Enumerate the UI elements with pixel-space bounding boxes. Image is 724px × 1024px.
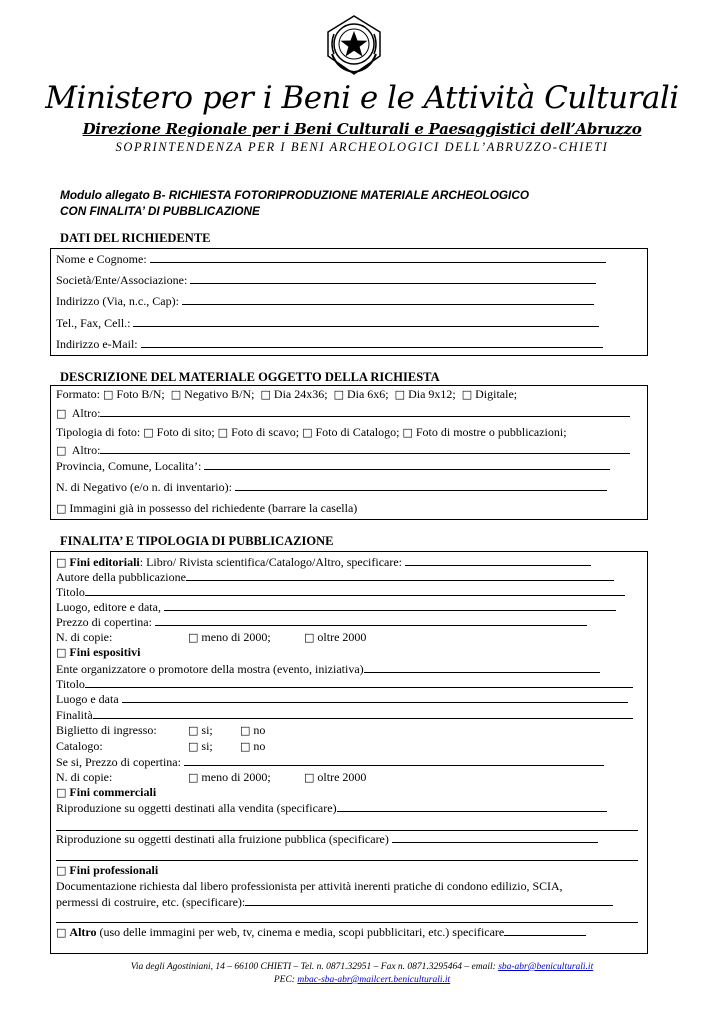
editorial-less-label: meno di 2000; <box>201 630 271 644</box>
company-field[interactable] <box>56 273 596 287</box>
module-line2: CON FINALITA’ DI PUBBLICAZIONE <box>60 204 260 218</box>
location-label: Provincia, Comune, Localita’: <box>56 459 202 473</box>
owned-checkbox[interactable]: □ <box>56 502 67 515</box>
module-title <box>60 187 529 219</box>
repro-sale-field[interactable] <box>56 801 607 815</box>
catalog-no-label: no <box>253 739 266 753</box>
price-label: Prezzo di copertina: <box>56 615 152 629</box>
ministry-title: Ministero per i Beni e le Attività Culturali <box>45 80 679 116</box>
format-other-label: Altro: <box>71 406 101 420</box>
other-purpose-row[interactable] <box>56 925 586 940</box>
exhibit-row[interactable] <box>56 645 140 660</box>
organizer-label: Ente organizzatore o promotore della mostra (evento, iniziativa) <box>56 662 364 676</box>
organizer-field[interactable] <box>56 662 600 676</box>
negative-field[interactable] <box>56 480 607 494</box>
exhibit-more-label: oltre 2000 <box>317 770 367 784</box>
material-section-title: DESCRIZIONE DEL MATERIALE OGGETTO DELLA RICHIESTA <box>60 370 440 384</box>
footer-pec <box>0 975 724 985</box>
other-purpose-checkbox[interactable]: □ <box>56 926 67 939</box>
editorial-title-label: Titolo <box>56 585 85 599</box>
format-negative-checkbox[interactable]: □ <box>170 388 182 401</box>
editorial-text: : Libro/ Rivista scientifica/Catalogo/Altro, specificare: <box>139 555 403 569</box>
email-label: Indirizzo e-Mail: <box>56 337 138 351</box>
footer-pec-link[interactable]: mbac-sba-abr@mailcert.beniculturali.it <box>297 975 451 985</box>
repro-public-field[interactable] <box>56 832 598 846</box>
catalog-yes-checkbox[interactable]: □ <box>188 740 199 753</box>
repro-sale-label: Riproduzione su oggetti destinati alla vendita (specificare) <box>56 801 337 815</box>
format-label: Formato: <box>56 387 100 401</box>
type-catalog-label: Foto di Catalogo; <box>315 425 400 439</box>
footer-contacts: Via degli Agostiniani, 14 – 66100 CHIETI – Tel. n. 0871.32951 – Fax n. 0871.3295464 – email: <box>130 962 499 972</box>
catalog-yes-label: si; <box>201 739 213 753</box>
exhibit-title-label: Titolo <box>56 677 85 691</box>
location-field[interactable] <box>56 459 610 473</box>
republic-emblem-icon <box>324 14 384 76</box>
commercial-checkbox[interactable]: □ <box>56 786 67 799</box>
company-label: Società/Ente/Associazione: <box>56 273 188 287</box>
exhibit-checkbox[interactable]: □ <box>56 646 67 659</box>
professional-text: Documentazione richiesta dal libero professionista per attività inerenti pratiche di condono edilizio, SCIA, <box>56 879 563 893</box>
footer-email-link[interactable]: sba-abr@beniculturali.it <box>498 962 594 972</box>
name-field[interactable] <box>56 252 606 266</box>
catalog-no-option[interactable] <box>240 739 265 754</box>
commercial-label: Fini commerciali <box>69 785 157 799</box>
editorial-more-option[interactable] <box>304 630 366 645</box>
professional-line[interactable] <box>56 922 638 923</box>
format-bn-label: Foto B/N; <box>116 387 165 401</box>
type-catalog-checkbox[interactable]: □ <box>302 426 313 439</box>
catalog-row <box>56 739 103 753</box>
professional-checkbox[interactable]: □ <box>56 864 67 877</box>
finality-label: Finalità <box>56 708 93 722</box>
author-label: Autore della pubblicazione <box>56 570 186 584</box>
place-date-field[interactable] <box>56 692 628 706</box>
editorial-more-checkbox[interactable]: □ <box>304 631 315 644</box>
format-digital-checkbox[interactable]: □ <box>461 388 473 401</box>
format-bn-checkbox[interactable]: □ <box>103 388 114 401</box>
footer-pec-label: PEC: <box>273 975 298 985</box>
editorial-row[interactable] <box>56 555 591 570</box>
format-dia6-label: Dia 6x6; <box>346 387 389 401</box>
name-label: Nome e Cognome: <box>56 252 147 266</box>
format-digital-label: Digitale; <box>475 387 518 401</box>
type-site-label: Foto di sito; <box>156 425 215 439</box>
regional-direction: Direzione Regionale per i Beni Culturali e Paesaggistici dell’Abruzzo <box>82 120 642 138</box>
publisher-field[interactable] <box>56 600 616 614</box>
publisher-label: Luogo, editore e data, <box>56 600 161 614</box>
type-excavation-label: Foto di scavo; <box>231 425 300 439</box>
phone-label: Tel., Fax, Cell.: <box>56 316 131 330</box>
address-label: Indirizzo (Via, n.c., Cap): <box>56 294 179 308</box>
type-excavation-checkbox[interactable]: □ <box>217 426 229 439</box>
address-field[interactable] <box>56 294 594 308</box>
purpose-section-title: FINALITA’ E TIPOLOGIA DI PUBBLICAZIONE <box>60 534 334 548</box>
footer-address <box>0 962 724 972</box>
catalog-yes-option[interactable] <box>188 739 213 754</box>
other-purpose-text: (uso delle immagini per web, tv, cinema e media, scopi pubblicitari, etc.) specificare <box>96 925 505 939</box>
other-purpose-label: Altro <box>69 925 97 939</box>
repro-public-line[interactable] <box>56 860 638 861</box>
editorial-title-field[interactable] <box>56 585 625 599</box>
editorial-less-checkbox[interactable]: □ <box>188 631 199 644</box>
module-prefix: Modulo allegato B- <box>60 188 166 202</box>
professional-row[interactable] <box>56 863 158 878</box>
professional-text2: permessi di costruire, etc. (specificare): <box>56 895 246 909</box>
exhibit-label: Fini espositivi <box>69 645 141 659</box>
catalog-label: Catalogo: <box>56 739 103 753</box>
catalog-price-label: Se si, Prezzo di copertina: <box>56 755 181 769</box>
format-other-checkbox[interactable]: □ <box>56 407 67 420</box>
editorial-more-label: oltre 2000 <box>317 630 367 644</box>
ticket-row <box>56 723 157 737</box>
module-line1: RICHIESTA FOTORIPRODUZIONE MATERIALE ARCHEOLOGICO <box>165 188 530 202</box>
exhibit-less-checkbox[interactable]: □ <box>188 771 199 784</box>
commercial-row[interactable] <box>56 785 156 800</box>
ticket-label: Biglietto di ingresso: <box>56 723 157 737</box>
type-other-checkbox[interactable]: □ <box>56 444 67 457</box>
exhibit-more-checkbox[interactable]: □ <box>304 771 315 784</box>
place-date-label: Luogo e data <box>56 692 119 706</box>
format-dia24-label: Dia 24x36; <box>273 387 328 401</box>
exhibit-title-field[interactable] <box>56 677 633 691</box>
format-dia9-label: Dia 9x12; <box>408 387 456 401</box>
format-dia9-checkbox[interactable]: □ <box>394 388 406 401</box>
repro-sale-line[interactable] <box>56 830 638 831</box>
ticket-no-option[interactable] <box>240 723 265 738</box>
editorial-label: Fini editoriali <box>69 555 140 569</box>
type-site-checkbox[interactable]: □ <box>143 426 154 439</box>
photo-type-row <box>56 425 567 440</box>
copies-label: N. di copie: <box>56 630 113 644</box>
exhibit-less-option[interactable] <box>188 770 271 785</box>
editorial-less-option[interactable] <box>188 630 271 645</box>
format-row <box>56 387 517 402</box>
professional-label: Fini professionali <box>69 863 159 877</box>
format-dia6-checkbox[interactable]: □ <box>333 388 344 401</box>
finality-field[interactable] <box>56 708 633 722</box>
catalog-price-field[interactable] <box>56 755 604 769</box>
editorial-checkbox[interactable]: □ <box>56 556 67 569</box>
catalog-no-checkbox[interactable]: □ <box>240 740 251 753</box>
exhibit-copies-label: N. di copie: <box>56 770 113 784</box>
negative-label: N. di Negativo (e/o n. di inventario): <box>56 480 232 494</box>
owned-label: Immagini già in possesso del richiedente (barrare la casella) <box>69 501 358 515</box>
format-negative-label: Negativo B/N; <box>184 387 255 401</box>
phone-field[interactable] <box>56 316 599 330</box>
repro-public-label: Riproduzione su oggetti destinati alla fruizione pubblica (specificare) <box>56 832 389 846</box>
price-field[interactable] <box>56 615 587 629</box>
email-field[interactable] <box>56 337 603 351</box>
exhibit-less-label: meno di 2000; <box>201 770 271 784</box>
photo-type-label: Tipologia di foto: <box>56 425 141 439</box>
type-other-label: Altro: <box>71 443 101 457</box>
ticket-no-checkbox[interactable]: □ <box>240 724 251 737</box>
ticket-yes-option[interactable] <box>188 723 213 738</box>
exhibit-more-option[interactable] <box>304 770 366 785</box>
requester-section-title: DATI DEL RICHIEDENTE <box>60 231 211 245</box>
ticket-yes-checkbox[interactable]: □ <box>188 724 199 737</box>
type-exhibit-label: Foto di mostre o pubblicazioni; <box>415 425 567 439</box>
type-other-row[interactable] <box>56 443 630 458</box>
soprintendenza-title: SOPRINTENDENZA PER I BENI ARCHEOLOGICI DELL’ABRUZZO-CHIETI <box>115 140 609 154</box>
owned-row[interactable] <box>56 501 357 516</box>
ticket-no-label: no <box>253 723 266 737</box>
editorial-copies-row <box>56 630 112 644</box>
format-dia24-checkbox[interactable]: □ <box>260 388 271 401</box>
exhibit-copies-row <box>56 770 112 784</box>
type-exhibit-checkbox[interactable]: □ <box>402 426 413 439</box>
author-field[interactable] <box>56 570 614 584</box>
ticket-yes-label: si; <box>201 723 213 737</box>
format-other-row[interactable] <box>56 406 630 421</box>
professional-field[interactable] <box>56 895 613 909</box>
